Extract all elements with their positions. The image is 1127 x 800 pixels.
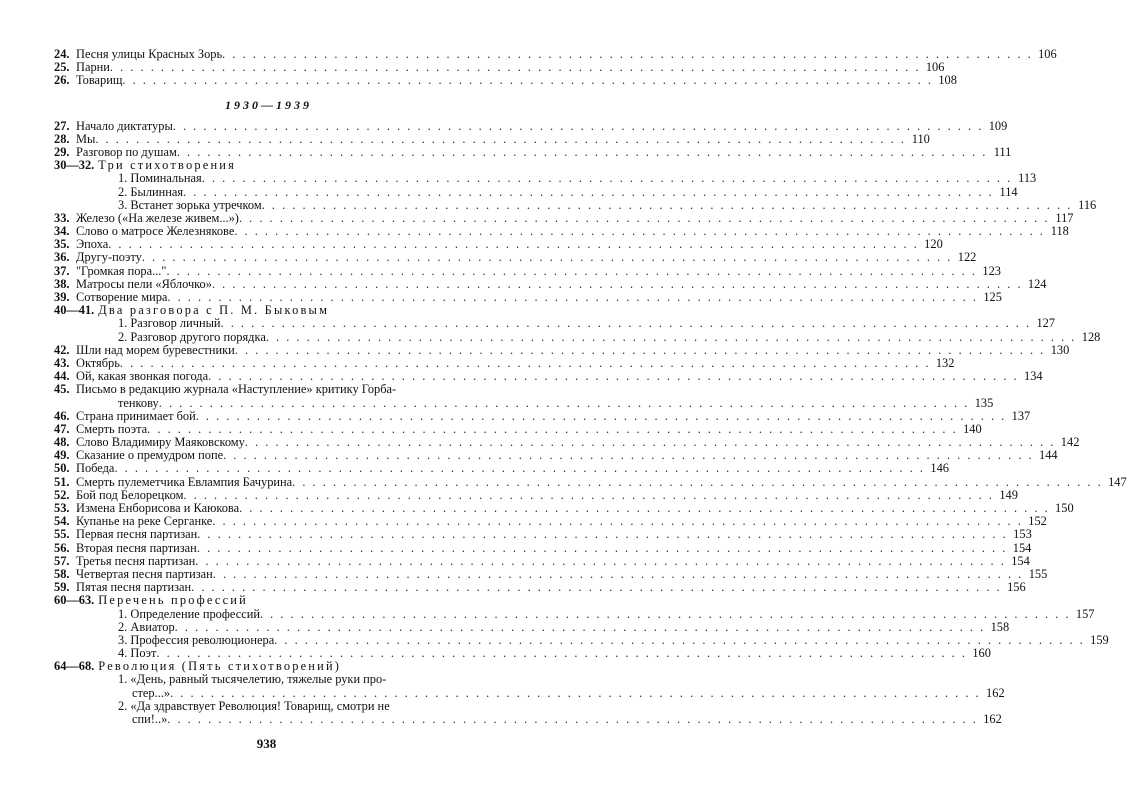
- entry-title: Смерть пулеметчика Евлампия Бачурина: [76, 474, 293, 489]
- entry-page: 108: [938, 73, 957, 88]
- entry-page: 162: [986, 685, 1005, 700]
- entry-page: 153: [1013, 527, 1032, 542]
- entry-title: Слово о матросе Железнякове: [76, 224, 235, 239]
- toc-entry-line: [54, 712, 1002, 726]
- entry-page: 106: [925, 60, 945, 75]
- entry-page: 116: [1078, 197, 1097, 212]
- dot-leader: [114, 462, 925, 475]
- entry-number: 44.: [54, 369, 70, 384]
- toc-entry: [54, 184, 1018, 199]
- toc-entry: [54, 329, 1101, 344]
- entry-title: 3. Профессия революционера: [118, 632, 275, 647]
- toc-entry-line: [54, 171, 1037, 186]
- dot-leader: [197, 528, 1008, 541]
- entry-page: 130: [1050, 342, 1070, 357]
- entry-page: 158: [990, 619, 1010, 634]
- toc-entry: [54, 342, 1070, 357]
- entry-number: 47.: [54, 421, 70, 436]
- entry-title: Вторая песня партизан: [76, 540, 197, 555]
- period-heading: 1930—1939: [225, 97, 312, 112]
- entry-number: 39.: [54, 290, 70, 304]
- toc-entry-line: [54, 408, 1031, 423]
- entry-title: 1. Поминальная: [118, 171, 202, 186]
- entry-title: Четвертая песня партизан: [76, 566, 213, 581]
- dot-leader: [235, 344, 1046, 357]
- entry-title: Октябрь: [76, 355, 120, 370]
- toc-entry: [54, 408, 1031, 423]
- entry-page: 124: [1027, 276, 1047, 291]
- entry-title: 2. Авиатор: [118, 619, 175, 634]
- entry-title: Сказание о премудром попе: [76, 448, 224, 463]
- entry-number: 28.: [54, 131, 70, 146]
- entry-title: Эпоха: [76, 237, 109, 252]
- entry-page: 122: [957, 250, 977, 265]
- entry-page: 154: [1011, 553, 1030, 568]
- entry-page: 142: [1060, 435, 1080, 450]
- entry-page: 120: [924, 237, 943, 252]
- entry-number: 58.: [54, 566, 70, 581]
- entry-page: 135: [974, 395, 994, 410]
- entry-number: 55.: [54, 527, 70, 542]
- entry-number: 34.: [54, 224, 70, 239]
- entry-number: 46.: [54, 408, 70, 423]
- toc-entry-line: [54, 594, 483, 607]
- entry-title: 3. Встанет зорька утречком: [118, 197, 262, 212]
- dot-leader: [196, 410, 1007, 423]
- toc-block-1930s: [54, 118, 1127, 727]
- entry-number: 36.: [54, 250, 70, 265]
- entry-number: 24.: [54, 47, 70, 61]
- entry-number: 60—63.: [54, 593, 95, 608]
- entry-number: 40—41.: [54, 303, 95, 318]
- toc-entry: [54, 316, 1056, 331]
- toc-entry: [54, 73, 957, 88]
- entry-title: Шли над морем буревестники: [76, 342, 235, 357]
- toc-entry-line: [54, 673, 547, 686]
- entry-title: Смерть поэта: [76, 421, 148, 436]
- entry-page: 134: [1024, 369, 1043, 384]
- toc-entry: [54, 131, 930, 146]
- dot-leader: [175, 621, 986, 634]
- entry-page: 157: [1075, 606, 1095, 621]
- toc-entry: [54, 197, 1097, 212]
- entry-title: 1. «День, равный тысячелетию, тяжелые руки про-: [118, 672, 387, 687]
- toc-entry: [54, 712, 1002, 726]
- entry-number: 53.: [54, 501, 70, 515]
- entry-number: 27.: [54, 118, 70, 133]
- entry-page: 140: [963, 421, 982, 436]
- entry-title: Третья песня партизан: [76, 553, 196, 568]
- toc-entry-line: [54, 263, 1001, 278]
- toc-entry: [54, 673, 483, 686]
- entry-number: 43.: [54, 355, 70, 370]
- entry-title: спи!..»: [132, 712, 168, 726]
- toc-entry-line: [54, 118, 1008, 133]
- entry-page: 117: [1055, 210, 1074, 225]
- dot-leader: [95, 133, 906, 146]
- entry-page: 137: [1011, 408, 1031, 423]
- entry-title: Страна принимает бой: [76, 408, 196, 423]
- entry-page: 162: [983, 712, 1002, 726]
- entry-page: 127: [1036, 316, 1056, 331]
- toc-entry: [54, 527, 1032, 542]
- toc-entry: [54, 118, 1008, 133]
- entry-page: 113: [1018, 171, 1037, 186]
- entry-page: 146: [930, 461, 949, 476]
- toc-entry-line: [54, 73, 957, 88]
- toc-entry-line: [54, 316, 1056, 331]
- dot-leader: [221, 317, 1032, 330]
- dot-leader: [292, 476, 1103, 489]
- dot-leader: [122, 74, 933, 87]
- toc-entry-line: [54, 685, 1005, 700]
- toc-entry-line: [54, 461, 949, 476]
- entry-title: 2. Разговор другого порядка: [118, 329, 266, 344]
- entry-number: 35.: [54, 237, 70, 252]
- entry-page: 111: [993, 144, 1012, 159]
- dot-leader: [142, 251, 953, 264]
- toc-entry: [54, 553, 1030, 568]
- entry-page: 125: [983, 290, 1002, 304]
- entry-title: 1. Определение профессий: [118, 606, 260, 621]
- entry-title: Купанье на реке Серганке: [76, 514, 213, 529]
- entry-title: Победа: [76, 461, 115, 476]
- entry-number: 51.: [54, 474, 70, 489]
- dot-leader: [170, 687, 981, 700]
- toc-entry-line: [54, 527, 1032, 542]
- entry-number: 50.: [54, 461, 70, 476]
- entry-title: Два разговора с П. М. Быковым: [98, 303, 330, 318]
- toc-block-1920s: [54, 47, 1057, 88]
- entry-number: 26.: [54, 73, 70, 88]
- toc-entry-line: [54, 250, 977, 265]
- entry-page: 155: [1028, 566, 1048, 581]
- entry-number: 48.: [54, 435, 70, 450]
- entry-title: Товарищ: [76, 73, 123, 88]
- entry-title: Песня улицы Красных Зорь: [76, 47, 223, 61]
- dot-leader: [266, 331, 1077, 344]
- toc-entry-line: [54, 553, 1030, 568]
- entry-title: Революция (Пять стихотворений): [98, 659, 342, 674]
- entry-number: 49.: [54, 448, 70, 463]
- entry-title: Железо («На железе живем...»): [76, 210, 239, 225]
- entry-number: 52.: [54, 487, 70, 502]
- dot-leader: [177, 146, 988, 159]
- toc-entry: [54, 250, 977, 265]
- dot-leader: [166, 265, 977, 278]
- entry-title: Три стихотворения: [98, 158, 237, 173]
- entry-page: 118: [1050, 224, 1069, 239]
- toc-entry-line: [54, 395, 994, 410]
- entry-page: 110: [911, 131, 930, 146]
- toc-entry-line: [54, 131, 930, 146]
- toc-entry-line: [54, 197, 1097, 212]
- entry-number: 30—32.: [54, 158, 95, 173]
- toc-entry: [54, 619, 1010, 634]
- entry-title: Другу-поэту: [76, 250, 142, 265]
- toc-entry: [54, 540, 1032, 555]
- toc-entry-line: [54, 342, 1070, 357]
- entry-title: Мы: [76, 131, 96, 146]
- toc-entry: [54, 474, 1127, 489]
- entry-page: 123: [982, 263, 1001, 278]
- entry-title: Измена Енборисова и Каюкова: [76, 501, 240, 515]
- entry-title: Начало диктатуры: [76, 118, 173, 133]
- entry-page: 106: [1038, 47, 1057, 61]
- entry-page: 154: [1012, 540, 1032, 555]
- toc-entry-line: [54, 606, 1095, 621]
- entry-title: 2. «Да здравствует Революция! Товарищ, смотри не: [118, 698, 390, 713]
- entry-number: 64—68.: [54, 659, 95, 674]
- entry-page: 128: [1081, 329, 1101, 344]
- entry-title: Перечень профессий: [98, 593, 248, 608]
- toc-entry: [54, 263, 1001, 278]
- entry-title: Письмо в редакцию журнала «Наступление» критику Горба-: [76, 382, 397, 397]
- entry-title: Ой, какая звонкая погода: [76, 369, 209, 384]
- entry-number: 37.: [54, 263, 70, 278]
- entry-number: 29.: [54, 144, 70, 159]
- entry-number: 33.: [54, 210, 70, 225]
- toc-entry-line: [54, 540, 1032, 555]
- entry-title: 4. Поэт: [118, 646, 157, 661]
- entry-title: Слово Владимиру Маяковскому: [76, 435, 245, 450]
- entry-title: Первая песня партизан: [76, 527, 198, 542]
- entry-number: 25.: [54, 60, 70, 75]
- entry-page: 156: [1007, 580, 1026, 595]
- dot-leader: [191, 581, 1002, 594]
- dot-leader: [167, 713, 978, 726]
- table-of-contents: [54, 47, 1127, 726]
- toc-entry: [54, 685, 1005, 700]
- entry-number: 57.: [54, 553, 70, 568]
- entry-title: 1. Разговор личный: [118, 316, 221, 331]
- entry-number: 54.: [54, 514, 70, 529]
- entry-page: 147: [1108, 474, 1127, 489]
- entry-title: тенкову: [118, 395, 159, 410]
- entry-title: Матросы пели «Яблочко»: [76, 276, 212, 291]
- entry-page: 149: [999, 487, 1018, 502]
- entry-page: 109: [988, 118, 1008, 133]
- toc-entry-line: [54, 619, 1010, 634]
- toc-entry: [54, 594, 483, 607]
- entry-page: 152: [1028, 514, 1047, 529]
- entry-page: 150: [1055, 501, 1074, 515]
- dot-leader: [202, 172, 1013, 185]
- dot-leader: [159, 397, 970, 410]
- toc-entry-line: [54, 329, 1101, 344]
- entry-number: 56.: [54, 540, 70, 555]
- entry-title: стер...»: [132, 685, 171, 700]
- entry-number: 42.: [54, 342, 70, 357]
- entry-title: Парни: [76, 60, 110, 75]
- toc-entry: [54, 606, 1095, 621]
- entry-number: 38.: [54, 276, 70, 291]
- entry-page: 159: [1090, 632, 1109, 647]
- dot-leader: [260, 608, 1071, 621]
- dot-leader: [197, 542, 1008, 555]
- dot-leader: [262, 199, 1073, 212]
- entry-number: 45.: [54, 382, 70, 397]
- toc-entry: [54, 171, 1037, 186]
- entry-page: 114: [999, 184, 1018, 199]
- entry-number: 59.: [54, 580, 70, 595]
- entry-title: Пятая песня партизан: [76, 580, 192, 595]
- toc-entry: [54, 383, 483, 396]
- toc-entry-line: [54, 184, 1018, 199]
- toc-entry-line: [54, 474, 1127, 489]
- entry-title: 2. Былинная: [118, 184, 184, 199]
- entry-title: Бой под Белорецком: [76, 487, 184, 502]
- page-number: 938: [256, 736, 277, 751]
- entry-title: Разговор по душам: [76, 144, 177, 159]
- entry-title: Сотворение мира: [76, 290, 168, 304]
- dot-leader: [195, 555, 1006, 568]
- toc-entry: [54, 395, 994, 410]
- entry-page: 160: [972, 646, 991, 661]
- entry-page: 144: [1039, 448, 1058, 463]
- dot-leader: [173, 120, 984, 133]
- entry-page: 132: [935, 355, 955, 370]
- dot-leader: [183, 186, 994, 199]
- entry-title: "Громкая пора...": [76, 263, 167, 278]
- toc-entry-line: [54, 383, 483, 396]
- toc-entry: [54, 461, 949, 476]
